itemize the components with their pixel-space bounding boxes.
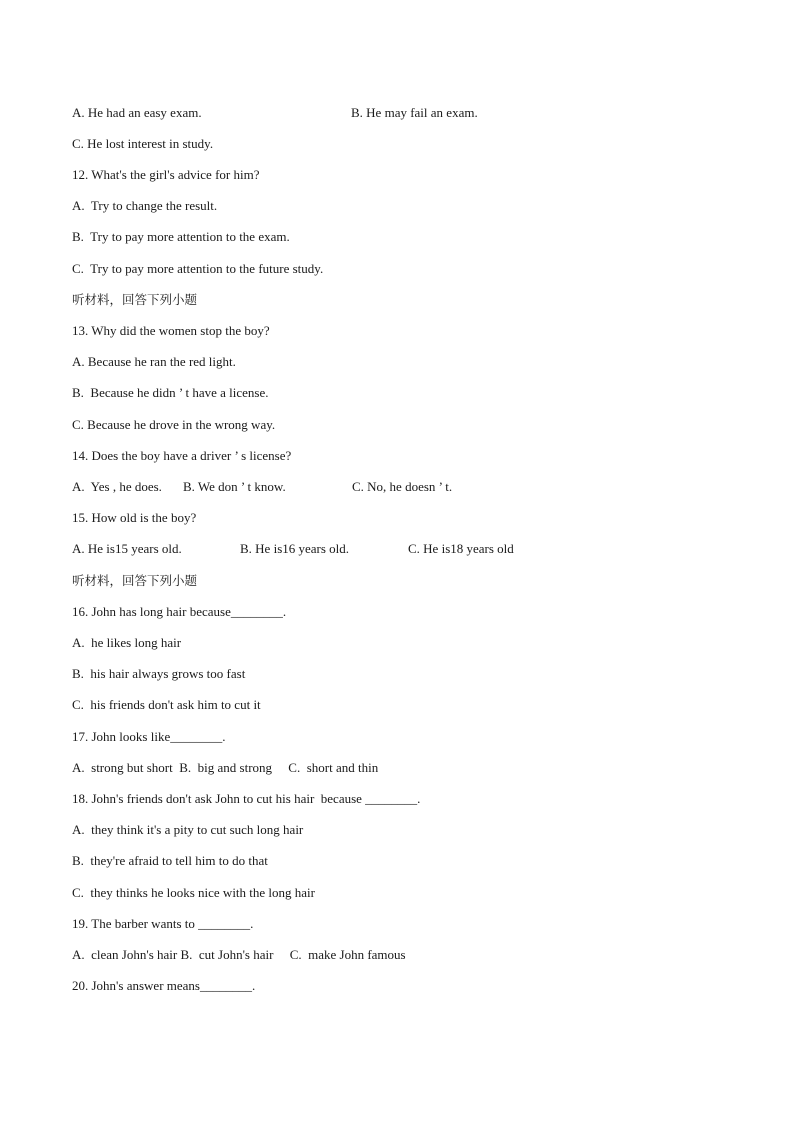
q13-option-b: B. Because he didn ’ t have a license. [72, 385, 269, 400]
option-b: B. We don ’ t know. [183, 479, 286, 494]
q13-option-a: A. Because he ran the red light. [72, 354, 236, 369]
q12-option-c: C. Try to pay more attention to the future study. [72, 261, 324, 276]
question-17: 17. John looks like________. [72, 729, 226, 744]
section-instruction: 听材料，回答下列小题 [72, 292, 198, 307]
option-a: A. He had an easy exam. [72, 105, 202, 120]
q17-options: A. strong but short B. big and strong C. short and thin [72, 760, 379, 775]
question-18: 18. John's friends don't ask John to cut his hair because ________. [72, 791, 421, 806]
q13-option-c: C. Because he drove in the wrong way. [72, 417, 276, 432]
question-16: 16. John has long hair because________. [72, 604, 287, 619]
question-12: 12. What's the girl's advice for him? [72, 167, 260, 182]
q18-option-c: C. they thinks he looks nice with the long hair [72, 885, 315, 900]
q16-option-b: B. his hair always grows too fast [72, 666, 246, 681]
q16-option-c: C. his friends don't ask him to cut it [72, 697, 261, 712]
question-14: 14. Does the boy have a driver ’ s license? [72, 448, 292, 463]
q18-option-a: A. they think it's a pity to cut such long hair [72, 822, 304, 837]
option-b: B. He may fail an exam. [351, 105, 478, 120]
q12-option-b: B. Try to pay more attention to the exam. [72, 229, 290, 244]
q16-option-a: A. he likes long hair [72, 635, 182, 650]
question-13: 13. Why did the women stop the boy? [72, 323, 270, 338]
option-b: B. He is16 years old. [240, 541, 350, 556]
option-a: A. Yes , he does. [72, 479, 162, 494]
question-20: 20. John's answer means________. [72, 978, 256, 993]
option-a: A. He is15 years old. [72, 541, 182, 556]
q19-options: A. clean John's hair B. cut John's hair C. make John famous [72, 947, 406, 962]
section-instruction: 听材料，回答下列小题 [72, 573, 198, 588]
option-c: C. He is18 years old [408, 541, 514, 556]
q12-option-a: A. Try to change the result. [72, 198, 218, 213]
option-c: C. No, he doesn ’ t. [352, 479, 453, 494]
q18-option-b: B. they're afraid to tell him to do that [72, 853, 268, 868]
question-19: 19. The barber wants to ________. [72, 916, 254, 931]
q11-option-c: C. He lost interest in study. [72, 136, 214, 151]
question-15: 15. How old is the boy? [72, 510, 197, 525]
